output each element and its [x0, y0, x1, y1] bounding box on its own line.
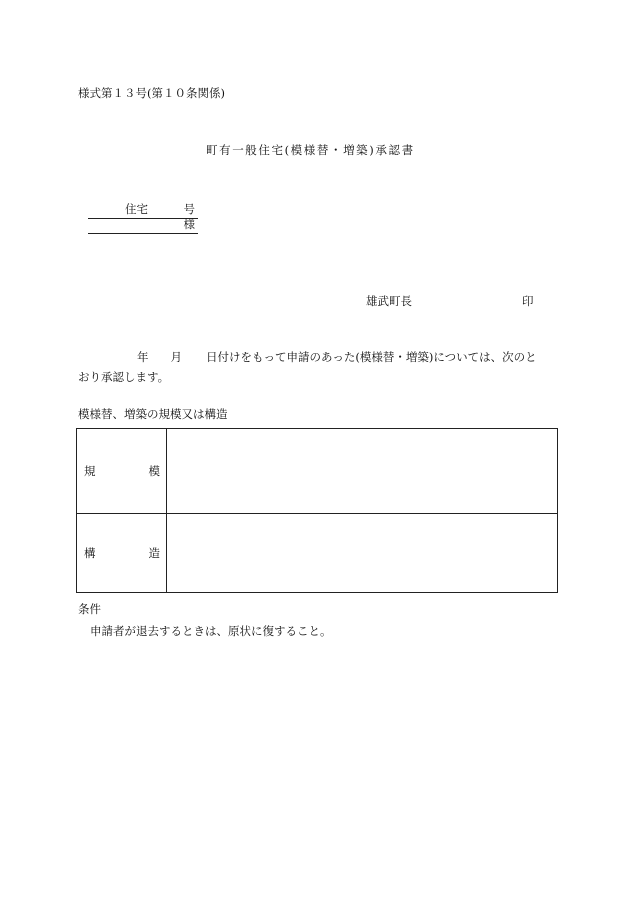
conditions-label: 条件: [78, 602, 101, 616]
scale-label-cell: [77, 429, 167, 514]
approval-text-line2: おり承認します。: [78, 370, 170, 384]
month-label: 月: [170, 350, 182, 364]
table-row-scale: [77, 429, 558, 514]
year-label: 年: [137, 350, 149, 364]
scale-value-cell: [167, 429, 558, 514]
number-suffix: 号: [183, 202, 195, 216]
seal-mark: 印: [522, 294, 534, 308]
form-number: 様式第１３号(第１０条関係): [78, 86, 225, 100]
address-block: [88, 197, 198, 234]
table-row-structure: [77, 514, 558, 593]
approval-text-main: 日付けをもって申請のあった(模様替・増築)については、次のと: [206, 350, 537, 364]
issuer-name: 雄武町長: [366, 294, 412, 308]
section-label: 模様替、増築の規模又は構造: [78, 407, 228, 421]
document-title: 町有一般住宅(模様替・増築)承認書: [206, 143, 415, 157]
housing-number-line: [88, 197, 198, 219]
structure-value-cell: [167, 514, 558, 593]
housing-label: 住宅: [125, 202, 148, 216]
conditions-text: 申請者が退去するときは、原状に復すること。: [90, 624, 332, 638]
structure-label-right: 造: [148, 546, 160, 560]
structure-label-cell: [77, 514, 167, 593]
scale-label-left: 規: [84, 464, 96, 478]
honorific-sama: 様: [183, 217, 195, 231]
structure-label-left: 構: [84, 546, 96, 560]
scale-label-right: 模: [148, 464, 160, 478]
approval-text-line1: [78, 349, 537, 365]
addressee-line: [88, 219, 198, 234]
scale-structure-table: [76, 428, 558, 593]
